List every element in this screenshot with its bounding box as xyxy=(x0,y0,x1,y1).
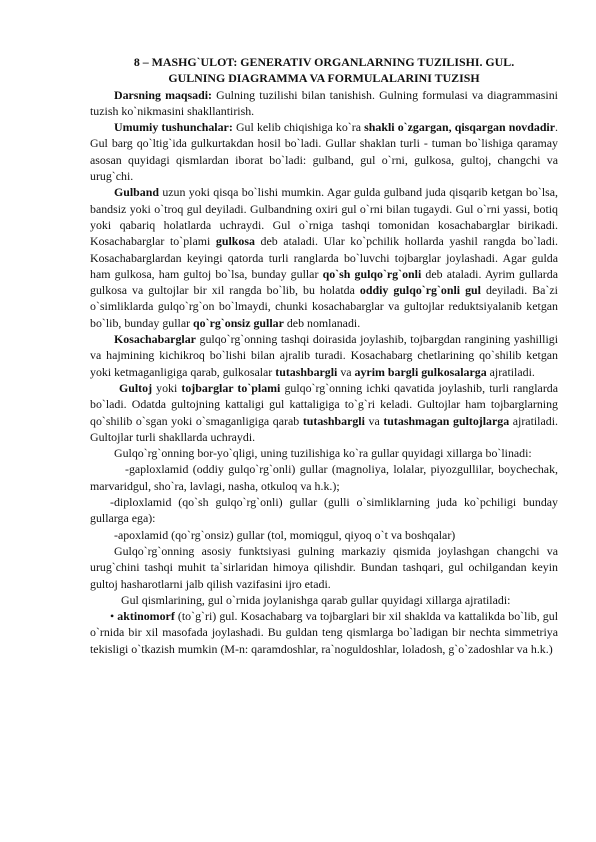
bold-term: tutashbargli xyxy=(302,413,365,428)
bold-term: aktinomorf xyxy=(114,609,175,624)
paragraph-text: deb ataladi. Ular ko`pchilik hollarda yashil rangda bo`ladi. Kosachabarglardan keyingi qatorda turli ranglarda bo`luvchi tojbarglar joylashadi. Agar gulda ham gulkosa, ham gultoj bo`lsa, bunday gullar xyxy=(90,234,558,281)
bold-term: tutashmagan gultojlarga xyxy=(383,413,510,428)
paragraph-gultoj xyxy=(90,380,558,445)
paragraph-text: gulqo`rg`onning tashqi doirasida joylashib, tojbargdan rangining yashilligi va hajmining kichikroq bo`lishi bilan ajralib turadi. Kosachabarg chetlarining qo`shilib ketgan yoki ketmaganligiga qarab, gulkosalar xyxy=(90,332,558,379)
bold-term: Darsning maqsadi: xyxy=(114,87,212,102)
bold-term: qo`rg`onsiz gullar xyxy=(193,315,284,330)
paragraph-text: . Gul barg qo`ltig`ida gulkurtakdan hosil bo`ladi. Gullar shaklan turli - tuman bo`lishiga qaramay asosan quyidagi qismlardan iborat bo`ladi: gulband, gul o`rni, gulkosa, gultoj, changchi va urug`chi. xyxy=(90,120,558,184)
bold-term: shakli o`zgargan, qisqargan novdadir xyxy=(364,120,556,135)
document-page xyxy=(90,54,558,657)
paragraph-text: deb ataladi. Ayrim gullarda gulkosa va gultojlar bir xil rangda bo`lib, bu holatda xyxy=(90,266,558,298)
paragraph-arrangement: Gul qismlarining, gul o`rnida joylanishga qarab gullar quyidagi xillarga ajratiladi: xyxy=(121,592,511,607)
list-item-aktinomorf xyxy=(90,608,558,657)
paragraph-text: ajratiladi. xyxy=(486,364,535,379)
bold-term: Umumiy tushunchalar: xyxy=(114,120,233,135)
document-title xyxy=(86,54,562,87)
paragraph-text: deb nomlanadi. xyxy=(283,315,361,330)
bold-term: Gultoj xyxy=(119,380,153,395)
paragraph-text: ajratiladi. Gultojlar turli shakllarda uchraydi. xyxy=(90,413,558,444)
paragraph-classification-intro: Gulqo`rg`onning bor-yo`qligi, uning tuzilishiga ko`ra gullar quyidagi xillarga bo`linadi: xyxy=(114,446,532,461)
title-line-2: GULNING DIAGRAMMA VA FORMULALARINI TUZISH xyxy=(168,71,480,86)
paragraph-gulband xyxy=(90,184,558,331)
bold-term: tutashbargli xyxy=(275,364,338,379)
list-item-apoxlamid: -apoxlamid (qo`rg`onsiz) gullar (tol, momiqgul, qiyoq o`t va boshqalar) xyxy=(114,527,456,542)
paragraph-text: (to`g`ri) gul. Kosachabarg va tojbarglari bir xil shaklda va kattalikda bo`lib, gul o`rnida bir xil masofada joylashadi. Bu guldan teng qismlarga bo`ladigan bir nechta simmetriya tekisligi o`tkazish mumkin (M-n: qaramdoshlar, ra`noguldoshlar, loladosh, g`o`zadoshlar va h.k.) xyxy=(90,609,558,656)
paragraph-text: va xyxy=(364,413,384,428)
paragraph-text: va xyxy=(337,364,355,379)
paragraph-function: Gulqo`rg`onning asosiy funktsiyasi gulning markaziy qismida joylashgan changchi va urug`chini tashqi muhit ta`sirlaridan himoya qilishdir. Bundan tashqari, gul ochilgandan keyin gultoj hasharotlarni jalb qilish vazifasini ijro etadi. xyxy=(90,543,558,591)
paragraph-kosachabarglar xyxy=(90,331,558,380)
paragraph-text: yoki xyxy=(152,380,182,395)
bold-term: Gulband xyxy=(114,185,159,200)
paragraph-text: deyiladi. Ba`zi o`simliklarda gulqo`rg`on bo`lmaydi, chunki kosachabarglar va gultojlar reduktsiyalanib ketgan bo`lib, bunday gullar xyxy=(90,283,558,330)
bold-term: oddiy gulqo`rg`onli gul xyxy=(359,283,481,298)
paragraph-text: gulqo`rg`onning ichki qavatida joylashib, turli ranglarda bo`ladi. Odatda gultojning kattaligi gul kattaligiga to`g`ri keladi. Gultojlar ham tojbarglarning qo`shilib o`sgan yoki o`smaganligiga qarab xyxy=(90,380,559,428)
title-line-1: 8 – MASHG`ULOT: GENERATIV ORGANLARNING TUZILISHI. GUL. xyxy=(133,55,515,69)
bold-term: gulkosa xyxy=(215,234,255,249)
paragraph-text: uzun yoki qisqa bo`lishi mumkin. Agar gulda gulband juda qisqarib ketgan bo`lsa, bandsiz yoki o`troq gul deyiladi. Gulbandning oxiri gul o`rni bilan tugaydi. Gul o`rni yassi, botiq yoki qabariq holatlarda uchraydi. Gul o`rniga tashqi tomonidan kosachabarglar birikadi. Kosachabarglar to`plami xyxy=(90,185,558,249)
paragraph-purpose xyxy=(90,87,558,120)
bold-term: qo`sh gulqo`rg`onli xyxy=(322,266,422,281)
bold-term: ayrim bargli gulkosalarga xyxy=(354,364,487,379)
bold-term: Kosachabarglar xyxy=(114,332,196,347)
list-item-diploxlamid: -diploxlamid (qo`sh gulqo`rg`onli) gullar (gulli o`simliklarning juda ko`pchiligi bunday gullarga ega): xyxy=(90,495,558,526)
paragraph-text: Gulning tuzilishi bilan tanishish. Gulning formulasi va diagrammasini tuzish ko`nikmasini shakllantirish. xyxy=(90,87,558,118)
bold-term: tojbarglar to`plami xyxy=(181,380,281,395)
paragraph-concepts xyxy=(90,119,558,184)
bullet-icon: • xyxy=(110,609,115,624)
paragraph-text: Gul kelib chiqishiga ko`ra xyxy=(232,120,365,135)
list-item-gaploxlamid: -gaploxlamid (oddiy gulqo`rg`onli) gullar (magnoliya, lolalar, piyozgullilar, boychechak, marvaridgul, sho`ra, lavlagi, nasha, otkuloq va h.k.); xyxy=(90,462,558,493)
